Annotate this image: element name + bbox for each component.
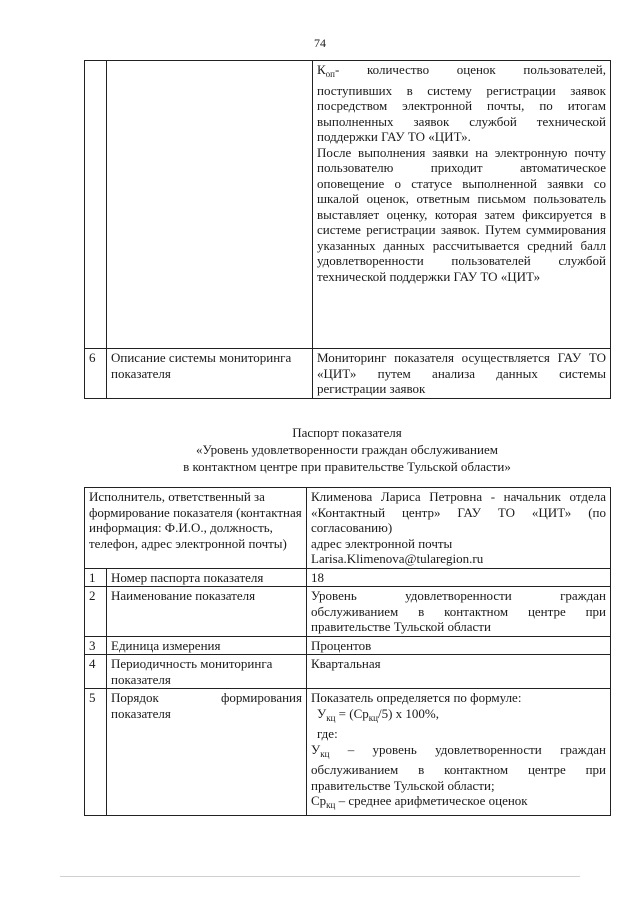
passport-title xyxy=(84,424,610,475)
u-definition: $У_{кц}$ – уровень удовлетворенности граждан обслуживанием в контактном центре при правительстве Тульской области; xyxy=(311,741,606,793)
row-number-cell: 1 xyxy=(85,568,107,587)
row-value-cell: Процентов xyxy=(307,636,611,655)
row-value-cell xyxy=(313,61,611,349)
table-row xyxy=(85,689,611,816)
row-number-cell: 6 xyxy=(85,349,107,399)
kop-definition: $К_{оп}-$ количество оценок пользователей, поступивших в систему регистрации заявок посредством электронной почты, по итогам выполненных заявок службой технической поддержки ГАУ ТО «ЦИТ». xyxy=(317,62,606,144)
row-label-cell: Порядок формирования показателя xyxy=(107,689,307,816)
indicator-table-continued xyxy=(84,60,611,399)
passport-title-line: в контактном центре при правительстве Тульской области» xyxy=(183,459,511,474)
executor-email-label: адрес электронной почты xyxy=(311,535,453,551)
executor-label-cell: Исполнитель, ответственный за формирование показателя (контактная информация: Ф.И.О., должность, телефон, адрес электронной почты) xyxy=(85,488,307,569)
row-number-cell xyxy=(85,61,107,349)
table-row xyxy=(85,61,611,349)
passport-title-line: Паспорт показателя xyxy=(292,425,402,440)
executor-name: Клименова Лариса Петровна - начальник отдела «Контактный центр» ГАУ ТО «ЦИТ» (по согласованию) xyxy=(311,489,606,535)
table-row xyxy=(85,636,611,655)
passport-table xyxy=(84,487,611,816)
page-number: 74 xyxy=(314,36,326,50)
row-label-cell: Единица измерения xyxy=(107,636,307,655)
row-number-cell: 3 xyxy=(85,636,107,655)
row-number-cell: 4 xyxy=(85,655,107,689)
formula-where: где: xyxy=(317,726,338,741)
sr-definition: $Ср_{кц}$ – среднее арифметическое оценок xyxy=(311,793,528,810)
row-number-cell: 5 xyxy=(85,689,107,816)
row-label-cell: Периодичность мониторинга показателя xyxy=(107,655,307,689)
scan-artifact xyxy=(60,876,580,877)
row-label-cell: Описание системы мониторинга показателя xyxy=(107,349,313,399)
passport-title-line: «Уровень удовлетворенности граждан обслуживанием xyxy=(196,442,498,457)
monitoring-process-text: После выполнения заявки на электронную почту пользователю приходит автоматическое оповещение о статусе выполненной заявки со шкалой оценок, ответным письмом пользователь выставляет оценку, которая затем фиксируется в системе регистрации заявок. Путем суммирования указанных данных рассчитывается средний балл удовлетворенности пользователей службой технической поддержки ГАУ ТО «ЦИТ» xyxy=(317,144,606,284)
formula-intro: Показатель определяется по формуле: xyxy=(311,690,522,705)
row-value-cell: 18 xyxy=(307,568,611,587)
row-label-cell: Номер паспорта показателя xyxy=(107,568,307,587)
table-row xyxy=(85,568,611,587)
row-value-cell xyxy=(307,689,611,816)
table-row xyxy=(85,488,611,569)
table-row xyxy=(85,587,611,637)
executor-value-cell xyxy=(307,488,611,569)
formula: $У_{кц} = (Ср_{кц}/5)$ x 100%, xyxy=(317,705,439,723)
table-row xyxy=(85,349,611,399)
row-value-cell: Уровень удовлетворенности граждан обслуживанием в контактном центре при правительстве Тульской области xyxy=(307,587,611,637)
table-row xyxy=(85,655,611,689)
row-label-cell xyxy=(107,61,313,349)
row-label-cell: Наименование показателя xyxy=(107,587,307,637)
row-value-cell: Квартальная xyxy=(307,655,611,689)
row-value-cell: Мониторинг показателя осуществляется ГАУ ТО «ЦИТ» путем анализа данных системы регистрации заявок xyxy=(313,349,611,399)
executor-email: Larisa.Klimenova@tularegion.ru xyxy=(311,551,484,566)
row-number-cell: 2 xyxy=(85,587,107,637)
